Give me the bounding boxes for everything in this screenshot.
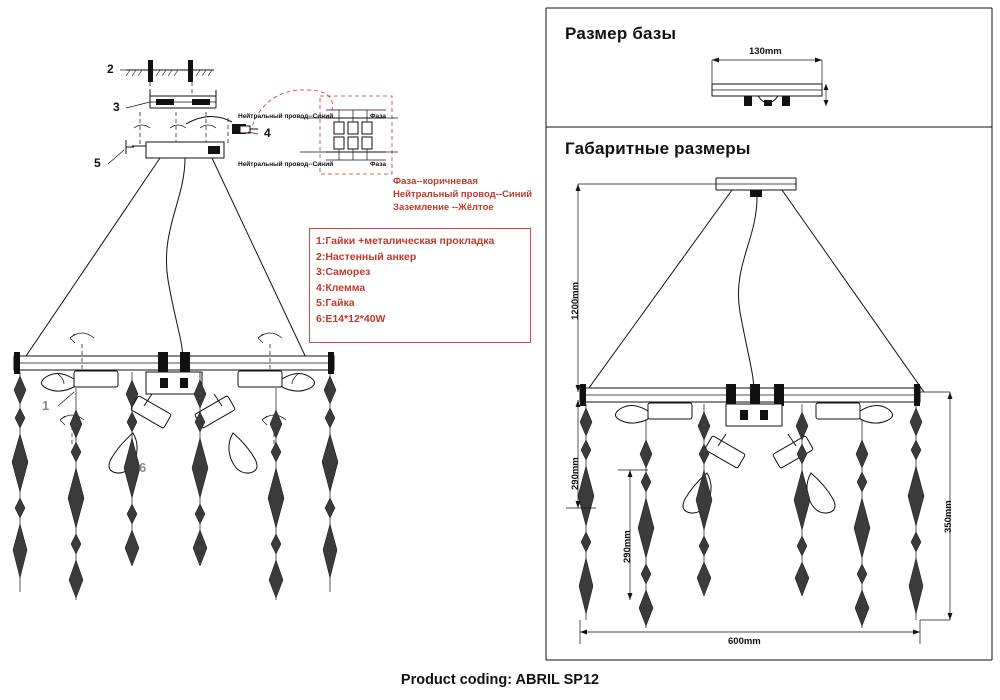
- legend-item-2: 2:Настенный анкер: [316, 250, 417, 263]
- legend-item-5: 5:Гайка: [316, 297, 355, 309]
- dim-overall-width: 600mm: [728, 636, 761, 647]
- callout-1: 1: [42, 398, 50, 413]
- crystal-strands: [12, 372, 338, 600]
- parts-legend: [309, 228, 531, 343]
- wire-color-legend: [393, 175, 533, 214]
- legend-item-1: 1:Гайки +металическая прокладка: [316, 235, 495, 247]
- dim-base-width: 130mm: [749, 46, 782, 57]
- wire-label-bottom-left: Нейтральный провод--Синий: [238, 161, 334, 168]
- fixture-bar: [14, 352, 334, 394]
- legend-item-6: 6:E14*12*40W: [316, 312, 386, 325]
- product-coding: Product coding: ABRIL SP12: [400, 672, 600, 688]
- base-size-title: Размер базы: [565, 24, 677, 43]
- base-size-diagram: [712, 58, 829, 107]
- canopy-plate: [126, 140, 224, 158]
- wire-label-bottom-right: Фаза: [370, 161, 387, 168]
- legend-item-4: 4:Клемма: [316, 281, 366, 294]
- dim-fixture-height: 290mm: [570, 457, 581, 490]
- wire-legend-item: Заземление --Жёлтое: [393, 202, 494, 213]
- callout-2: 2: [107, 62, 114, 76]
- overall-dimensions-diagram: [566, 178, 953, 644]
- overall-dimensions-title: Габаритные размеры: [565, 139, 751, 158]
- dim-drop-height: 1200mm: [570, 281, 581, 320]
- callout-6: 6: [139, 460, 147, 475]
- wire-legend-item: Фаза--коричневая: [393, 176, 478, 187]
- mounting-bar: [150, 82, 216, 108]
- callout-5: 5: [94, 156, 101, 170]
- wire-label-top-right: Фаза: [370, 113, 387, 120]
- legend-item-3: 3:Саморез: [316, 266, 371, 278]
- ceiling-anchor: [126, 60, 214, 82]
- wire-label-top-left: Нейтральный провод--Синий: [238, 113, 334, 120]
- dim-crystal-height: 290mm: [622, 530, 633, 563]
- wire-legend-item: Нейтральный провод--Синий: [393, 189, 533, 200]
- callout-4: 4: [264, 126, 271, 140]
- dim-total-height: 350mm: [943, 500, 954, 533]
- callout-3: 3: [113, 100, 120, 114]
- suspension-cables: [22, 158, 308, 362]
- assembly-guides: [134, 112, 228, 146]
